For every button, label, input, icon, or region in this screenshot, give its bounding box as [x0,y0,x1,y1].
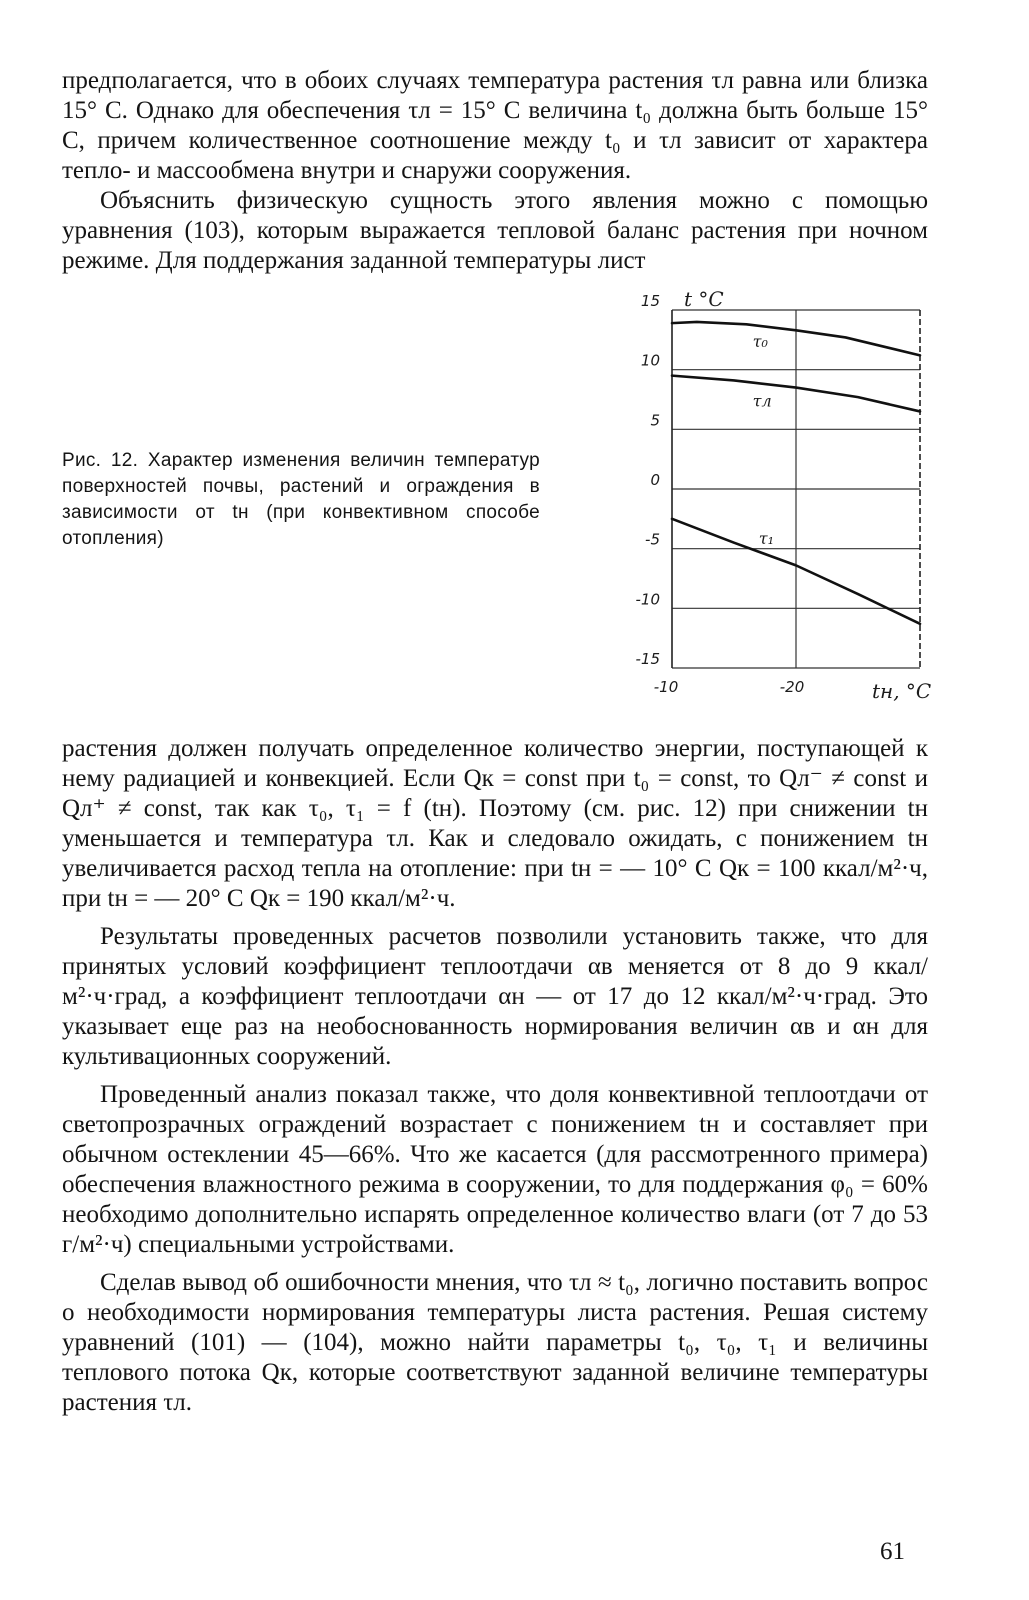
y-tick-label: 10 [640,351,660,370]
paragraph-4: Результаты проведенных расчетов позволили установить также, что для принятых условий коэффициент теплоотдачи αв меняется от 8 до 9 ккал/м²·ч·град, а коэффициент теплоотдачи αн — от 17 до 12 ккал/м²·ч·град. Это указывает еще раз на необоснованность нормирования величин αв и αн для культивационных сооружений. [62,923,928,1070]
x-tick-label: -10 [653,678,679,696]
x-axis-title: tн, °C [872,679,932,703]
y-tick-label: 5 [650,411,660,430]
y-tick-label: 15 [640,292,660,310]
series-label-3: τ₁ [758,528,775,548]
figure-caption [62,448,540,552]
temperature-chart [562,284,932,724]
y-tick-label: -10 [635,590,660,609]
y-tick-label: 0 [650,471,660,489]
paragraph-3: растения должен получать определенное количество энергии, поступающей к нему радиацией и конвекцией. Если Qк = const при t₀ = const, то Qл⁻ ≠ const и Qл⁺ ≠ const, так как τ₀, τ₁ = f (tн). Поэтому (см. рис. 12) при снижении tн уменьшается и температура τл. Как и следовало ожидать, с понижением tн увеличивается расход тепла на отопление: при tн = — 10° С Qк = 100 ккал/м²·ч, при tн = — 20° С Qк = 190 ккал/м²·ч. [62,735,928,912]
y-tick-label: -5 [645,530,660,549]
figure-caption-main: Рис. 12. Характер изменения величин температур поверхностей почвы, растений и ограждения в зависимости от tн (при конвективном способе отопления) [62,450,540,549]
y-axis-title: t °C [684,287,724,311]
page-body [62,66,932,1418]
page-number: 61 [880,1538,905,1565]
paragraph-1: предполагается, что в обоих случаях температура растения τл равна или близка 15° С. Однако для обеспечения τл = 15° С величина t₀ должна быть больше 15° С, причем количественное соотношение между t₀ и τл зависит от характера тепло- и массообмена внутри и снаружи сооружения. [62,67,928,184]
figure-12 [62,284,932,730]
paragraph-6: Сделав вывод об ошибочности мнения, что τл ≈ t₀, логично поставить вопрос о необходимости нормирования температуры листа растения. Решая систему уравнений (101) — (104), можно найти параметры t₀, τ₀, τ₁ и величины теплового потока Qк, которые соответствуют заданной величине температуры растения τл. [62,1269,928,1416]
x-tick-label: -20 [779,678,805,696]
series-label-1: τ₀ [752,332,768,352]
paragraph-5: Проведенный анализ показал также, что доля конвективной теплоотдачи от светопрозрачных ограждений возрастает с понижением tн и составляет при обычном остеклении 45—66%. Что же касается (для рассмотренного примера) обеспечения влажностного режима в сооружении, то для поддержания φ₀ = 60% необходимо дополнительно испарять определенное количество влаги (от 7 до 53 г/м²·ч) специальными устройствами. [62,1081,928,1258]
paragraph-2: Объяснить физическую сущность этого явления можно с помощью уравнения (103), которым выражается тепловой баланс растения при ночном режиме. Для поддержания заданной температуры лист [62,187,928,274]
series-label-2: τл [752,391,772,411]
y-tick-label: -15 [635,650,660,668]
